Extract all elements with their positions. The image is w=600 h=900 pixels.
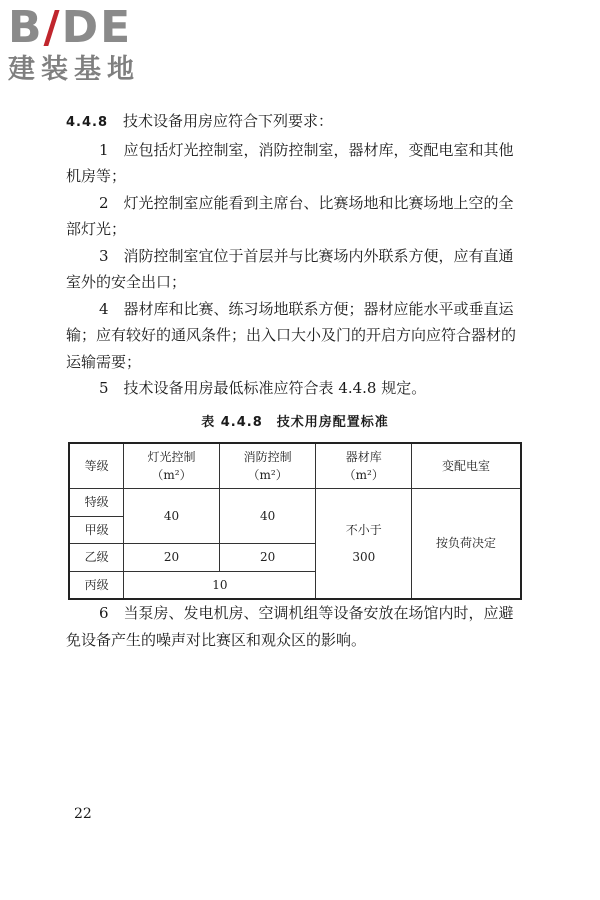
- clause-4: 4 器材库和比赛、练习场地联系方便；器材应能水平或垂直运输；应有较好的通风条件；出入口大小及门的开启方向应符合器材的运输需要；: [66, 299, 517, 371]
- clause-3: 3 消防控制室宜位于首层并与比赛场内外联系方便，应有直通室外的安全出口；: [66, 246, 514, 291]
- logo-slash-mark: /: [43, 2, 62, 53]
- grade-cell: 丙级: [69, 571, 124, 599]
- table-row: [69, 489, 521, 517]
- header-substation: 变配电室: [412, 443, 521, 489]
- lighting-value-cell: 20: [124, 544, 220, 572]
- grade-cell: 甲级: [69, 516, 124, 544]
- grade-cell: 乙级: [69, 544, 124, 572]
- clause-6: 6 当泵房、发电机房、空调机组等设备安放在场馆内时，应避免设备产生的噪声对比赛区和观众区的影响。: [66, 604, 514, 649]
- header-grade: 等级: [69, 443, 124, 489]
- fire-value-cell: 40: [219, 489, 316, 544]
- clause-2: 2 灯光控制室应能看到主席台、比赛场地和比赛场地上空的全部灯光；: [66, 193, 514, 238]
- table-caption: [66, 410, 524, 437]
- page-number: 22: [74, 806, 92, 822]
- header-lighting: 灯光控制 （m²）: [124, 443, 220, 489]
- table-header-row: [69, 443, 521, 489]
- table-number: 表 4.4.8: [201, 414, 263, 430]
- grade-cell: 特级: [69, 489, 124, 517]
- logo-wordmark: B/DE: [8, 2, 133, 53]
- logo-subtitle: 建装基地: [8, 54, 140, 85]
- header-fire: 消防控制 （m²）: [219, 443, 316, 489]
- clause-5: 5 技术设备用房最低标准应符合表 4.4.8 规定。: [99, 379, 427, 397]
- logo: [8, 4, 178, 86]
- document-body: [66, 108, 524, 653]
- fire-value-cell: 20: [219, 544, 316, 572]
- equipment-value-cell: 不小于 300: [316, 489, 412, 600]
- section-heading: [66, 108, 524, 137]
- section-intro: 技术设备用房应符合下列要求：: [123, 112, 334, 130]
- lighting-value-cell: 40: [124, 489, 220, 544]
- spec-table: [68, 442, 522, 600]
- header-equipment: 器材库 （m²）: [316, 443, 412, 489]
- table-title: 技术用房配置标准: [276, 414, 389, 430]
- combined-value-cell: 10: [124, 571, 316, 599]
- substation-value-cell: 按负荷决定: [412, 489, 521, 600]
- section-number: 4.4.8: [66, 115, 109, 130]
- clause-1: 1 应包括灯光控制室，消防控制室，器材库，变配电室和其他机房等；: [66, 140, 514, 185]
